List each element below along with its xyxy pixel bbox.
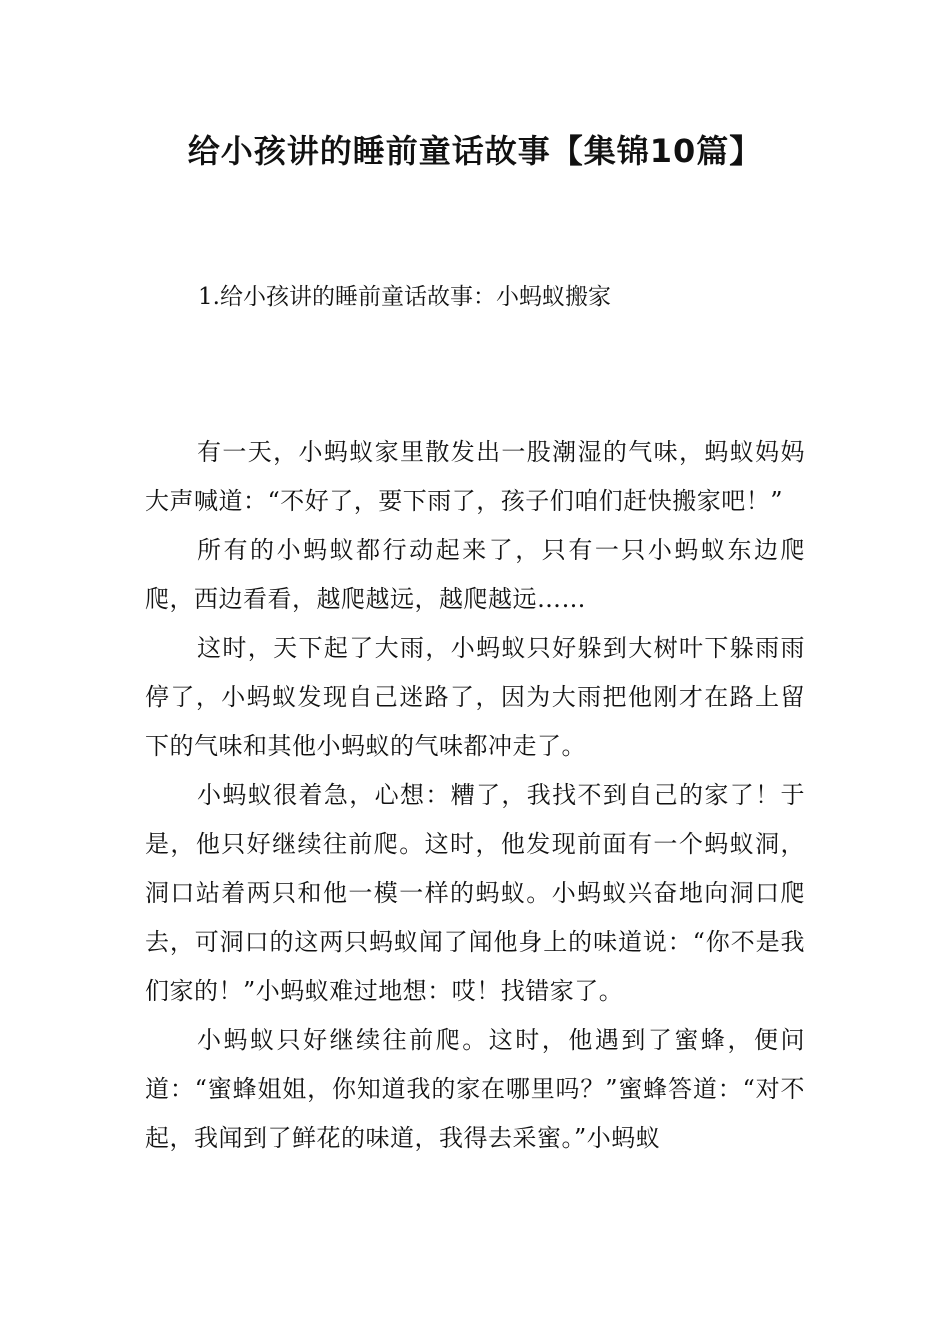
paragraph: 小蚂蚁很着急，心想：糟了，我找不到自己的家了！于是，他只好继续往前爬。这时，他发现前面有一个蚂蚁洞，洞口站着两只和他一模一样的蚂蚁。小蚂蚁兴奋地向洞口爬去，可洞口的这两只蚂蚁闻了闻他身上的味道说：“你不是我们家的！”小蚂蚁难过地想：哎！找错家了。 bbox=[145, 781, 805, 1005]
document-title: 给小孩讲的睡前童话故事【集锦10篇】 bbox=[187, 132, 763, 170]
paragraph: 有一天，小蚂蚁家里散发出一股潮湿的气味，蚂蚁妈妈大声喊道：“不好了，要下雨了，孩子们咱们赶快搬家吧！” bbox=[145, 438, 805, 515]
paragraph: 小蚂蚁只好继续往前爬。这时，他遇到了蜜蜂，便问道：“蜜蜂姐姐，你知道我的家在哪里吗？”蜜蜂答道：“对不起，我闻到了鲜花的味道，我得去采蜜。”小蚂蚁 bbox=[145, 1026, 805, 1152]
paragraph: 所有的小蚂蚁都行动起来了，只有一只小蚂蚁东边爬爬，西边看看，越爬越远，越爬越远…… bbox=[145, 536, 805, 613]
story-body bbox=[145, 428, 805, 1163]
section-heading: 1.给小孩讲的睡前童话故事：小蚂蚁搬家 bbox=[198, 284, 611, 310]
paragraph: 这时，天下起了大雨，小蚂蚁只好躲到大树叶下躲雨雨停了，小蚂蚁发现自己迷路了，因为大雨把他刚才在路上留下的气味和其他小蚂蚁的气味都冲走了。 bbox=[145, 634, 805, 760]
